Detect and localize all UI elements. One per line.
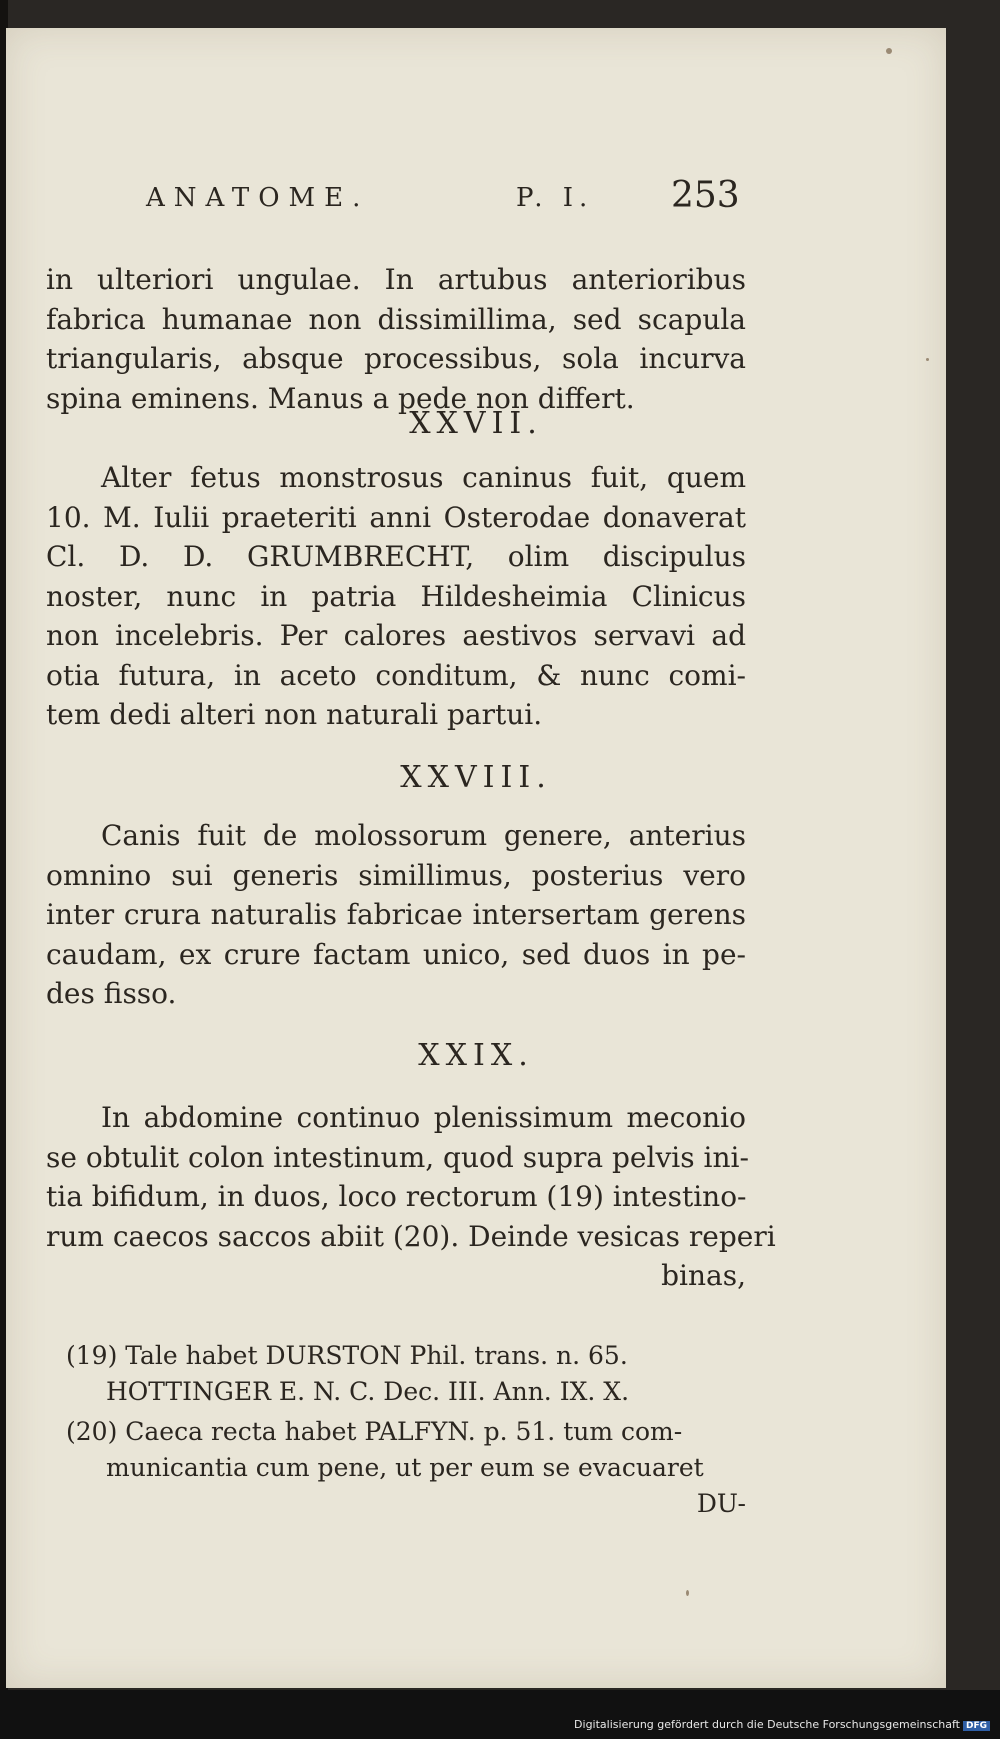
page-number: 253	[671, 175, 740, 216]
section-heading: XXIX.	[418, 1038, 534, 1073]
book-page	[6, 28, 946, 1688]
text-line: inter crura naturalis fabricae intersertam gerens	[46, 898, 746, 931]
intro-paragraph	[46, 260, 746, 418]
text-line: tia bifidum, in duos, loco rectorum (19) intestino-	[46, 1180, 747, 1213]
text-line: Alter fetus monstrosus caninus fuit, quem	[101, 461, 746, 494]
section-heading: XXVIII.	[400, 760, 552, 795]
catchword: DU-	[696, 1489, 746, 1518]
text-line: spina eminens. Manus a pede non differt.	[46, 381, 635, 415]
credit-bar	[0, 1690, 1000, 1739]
text-line: in ulteriori ungulae. In artubus anterioribus	[46, 263, 746, 296]
section-paragraph	[46, 458, 746, 735]
footnote-line: (20) Caeca recta habet PALFYN. p. 51. tum com-	[66, 1417, 683, 1446]
text-line: rum caecos saccos abiit (20). Deinde vesicas reperi	[46, 1219, 776, 1253]
section-heading: XXVII.	[409, 406, 543, 441]
text-line: caudam, ex crure factam unico, sed duos in pe-	[46, 937, 746, 971]
catchword: binas,	[661, 1259, 746, 1292]
text-line: Canis fuit de molossorum genere, anterius	[101, 819, 746, 852]
paper-blemish	[686, 1590, 689, 1596]
section-paragraph	[46, 816, 746, 1014]
dfg-logo: DFG	[963, 1721, 990, 1731]
footnote-line: municantia cum pene, ut per eum se evacuaret	[106, 1453, 704, 1482]
text-line: Cl. D. D. GRUMBRECHT, olim discipulus	[46, 540, 746, 573]
paper-blemish	[926, 358, 929, 361]
text-line: non incelebris. Per calores aestivos servavi ad	[46, 619, 746, 652]
text-line: des fisso.	[46, 977, 177, 1010]
section-paragraph	[46, 1098, 776, 1296]
text-line: noster, nunc in patria Hildesheimia Clinicus	[46, 579, 746, 613]
text-line: In abdomine continuo plenissimum meconio	[101, 1101, 746, 1134]
part-label: P. I.	[516, 183, 594, 213]
credit-line	[574, 1718, 990, 1731]
text-line: triangularis, absque processibus, sola incurva	[46, 342, 746, 375]
running-title: ANATOME.	[146, 183, 370, 213]
footnote	[66, 1338, 746, 1410]
text-line: fabrica humanae non dissimillima, sed scapula	[46, 302, 746, 336]
text-line: se obtulit colon intestinum, quod supra pelvis ini-	[46, 1140, 749, 1174]
text-line: otia futura, in aceto conditum, & nunc comi-	[46, 658, 746, 692]
paper-blemish	[886, 48, 892, 54]
credit-text: Digitalisierung gefördert durch die Deutsche Forschungsgemeinschaft	[574, 1718, 960, 1731]
footnote-line: (19) Tale habet DURSTON Phil. trans. n. 65.	[66, 1341, 628, 1370]
text-line: tem dedi alteri non naturali partui.	[46, 698, 543, 731]
footnote-line: HOTTINGER E. N. C. Dec. III. Ann. IX. X.	[106, 1377, 630, 1406]
text-line: omnino sui generis simillimus, posterius vero	[46, 858, 746, 892]
running-header	[6, 163, 946, 223]
footnote	[66, 1414, 746, 1522]
text-line: 10. M. Iulii praeteriti anni Osterodae donaverat	[46, 500, 746, 534]
